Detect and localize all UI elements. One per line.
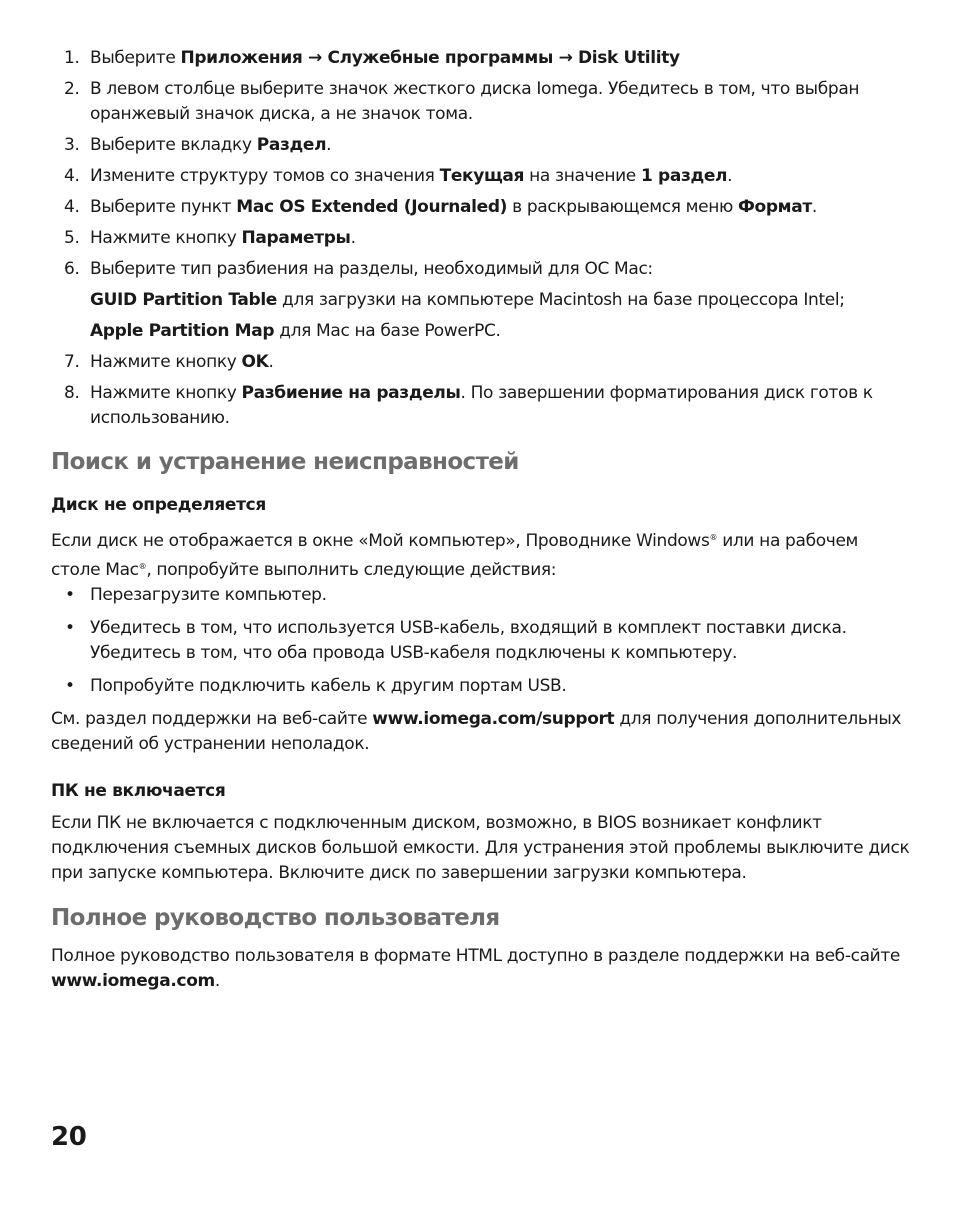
list-item: • Попробуйте подключить кабель к другим портам USB. [51, 674, 911, 699]
bullet-icon: • [65, 585, 75, 605]
step-item: 2. В левом столбце выберите значок жесткого диска Iomega. Убедитесь в том, что выбран оранжевый значок диска, а не значок тома. [64, 79, 860, 124]
step-item: 1. Выберите Приложения → Служебные программы → Disk Utility [51, 46, 911, 71]
user-manual-heading: Полное руководство пользователя [51, 905, 500, 931]
step-number: 2. [64, 79, 80, 99]
support-paragraph: См. раздел поддержки на веб-сайте www.iomega.com/support для получения дополнительных сведений об устранении неполадок. [51, 709, 902, 754]
support-link[interactable]: www.iomega.com/support [372, 709, 615, 729]
step-item: 4. Выберите пункт Mac OS Extended (Journaled) в раскрывающемся меню Формат. [51, 195, 911, 220]
disk-utility-steps [51, 46, 911, 437]
partition-option-apple: Apple Partition Map для Mac на базе PowerPC. [90, 321, 501, 341]
registered-mark: ® [138, 562, 147, 571]
user-manual-paragraph: Полное руководство пользователя в формате HTML доступно в разделе поддержки на веб-сайте www.iomega.com. [51, 946, 901, 991]
step-item: 3. Выберите вкладку Раздел. [51, 133, 911, 158]
disk-not-detected-intro: Если диск не отображается в окне «Мой компьютер», Проводнике Windows® или на рабочем столе Mac®, попробуйте выполнить следующие действия: [51, 531, 859, 580]
step-item: 4. Измените структуру томов со значения Текущая на значение 1 раздел. [51, 164, 911, 189]
step-number: 1. [64, 48, 80, 68]
page-number: 20 [51, 1122, 87, 1152]
step-number: 3. [64, 135, 80, 155]
step-number: 6. [64, 259, 80, 279]
troubleshooting-list [51, 583, 911, 707]
registered-mark: ® [709, 533, 718, 542]
disk-not-detected-heading: Диск не определяется [51, 495, 266, 515]
step-item: 6. Выберите тип разбиения на разделы, необходимый для ОС Mac: GUID Partition Table для загрузки на компьютере Macintosh на базе процессора Intel; Apple Partition Map для Mac на базе PowerPC. [51, 257, 911, 344]
pc-no-power-heading: ПК не включается [51, 781, 226, 801]
bullet-icon: • [65, 676, 75, 696]
step-item: 7. Нажмите кнопку OK. [51, 350, 911, 375]
step-number: 5. [64, 228, 80, 248]
bullet-icon: • [65, 618, 75, 638]
partition-option-guid: GUID Partition Table для загрузки на компьютере Macintosh на базе процессора Intel; [90, 290, 845, 310]
pc-no-power-paragraph: Если ПК не включается с подключенным диском, возможно, в BIOS возникает конфликт подключения съемных дисков большой емкости. Для устранения этой проблемы выключите диск при запуске компьютера. Включите диск по завершении загрузки компьютера. [51, 813, 910, 883]
step-number: 4. [64, 166, 80, 186]
list-item: • Убедитесь в том, что используется USB-кабель, входящий в комплект поставки диска. Убедитесь в том, что оба провода USB-кабеля подключены к компьютеру. [65, 618, 847, 663]
iomega-link[interactable]: www.iomega.com [51, 971, 215, 991]
list-item: • Перезагрузите компьютер. [51, 583, 911, 608]
step-item: 5. Нажмите кнопку Параметры. [51, 226, 911, 251]
troubleshooting-heading: Поиск и устранение неисправностей [51, 449, 519, 475]
step-number: 7. [64, 352, 80, 372]
step-number: 8. [64, 383, 80, 403]
step-item: 8. Нажмите кнопку Разбиение на разделы. По завершении форматирования диск готов к использованию. [64, 383, 873, 428]
step-number: 4. [64, 197, 80, 217]
